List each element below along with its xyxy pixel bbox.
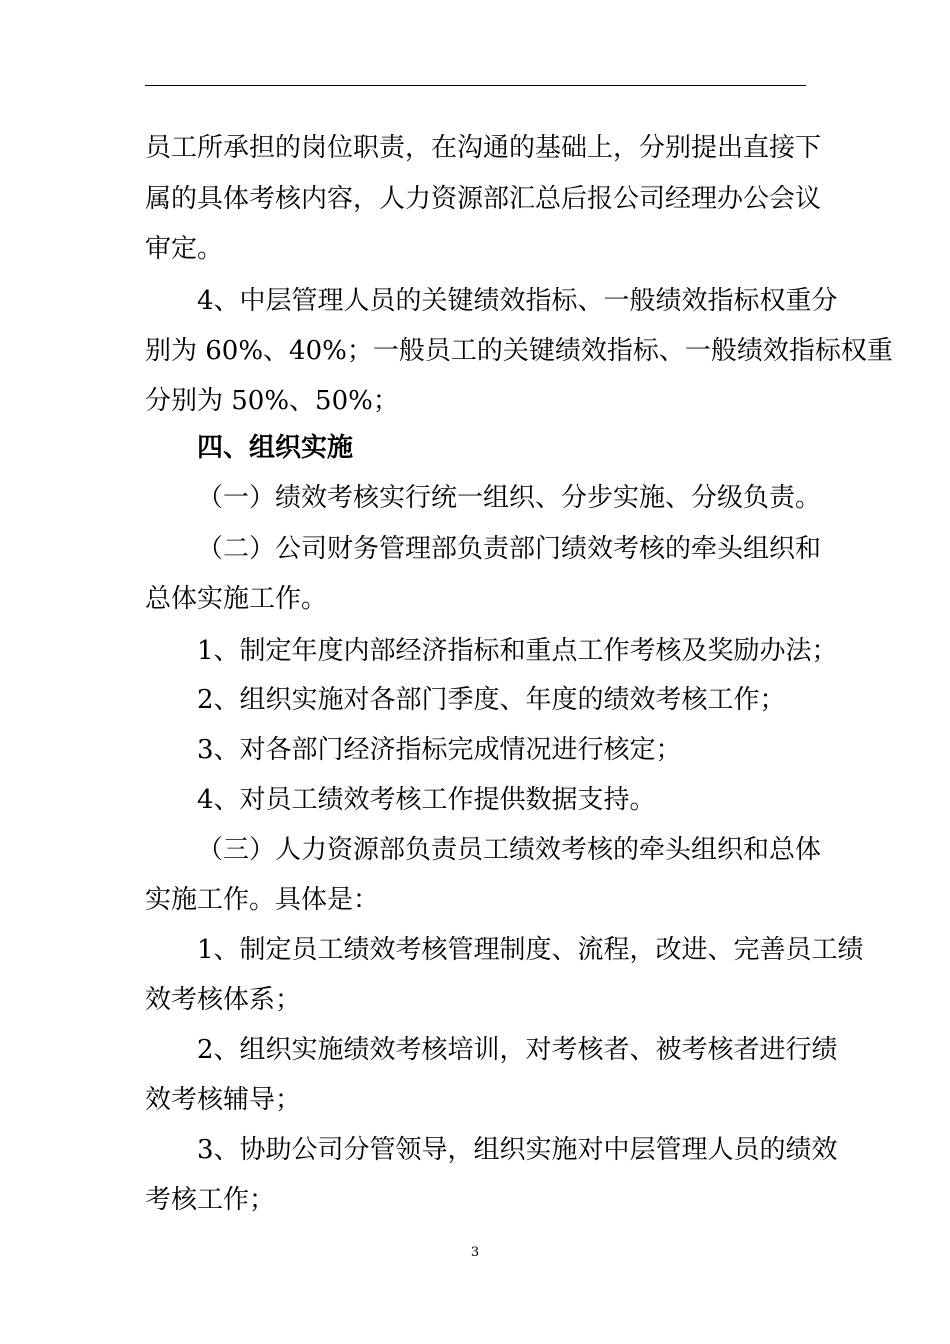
paragraph-line: （一）绩效考核实行统一组织、分步实施、分级负责。 <box>197 483 822 513</box>
paragraph-line: 1、制定年度内部经济指标和重点工作考核及奖励办法； <box>197 636 838 666</box>
paragraph-line: （三）人力资源部负责员工绩效考核的牵头组织和总体 <box>197 835 822 865</box>
header-rule <box>145 85 806 86</box>
paragraph-line: 3、协助公司分管领导，组织实施对中层管理人员的绩效 <box>197 1135 838 1165</box>
paragraph-line: 3、对各部门经济指标完成情况进行核定； <box>197 735 682 765</box>
paragraph-line: 审定。 <box>145 234 224 264</box>
paragraph-line: 4、中层管理人员的关键绩效指标、一般绩效指标权重分 <box>197 286 838 316</box>
paragraph-line: 2、组织实施对各部门季度、年度的绩效考核工作； <box>197 685 786 715</box>
paragraph-line: 实施工作。具体是： <box>145 885 380 915</box>
paragraph-line: （二）公司财务管理部负责部门绩效考核的牵头组织和 <box>197 534 822 564</box>
paragraph-line: 分别为 50%、50%； <box>145 386 399 416</box>
paragraph-line: 总体实施工作。 <box>145 584 328 614</box>
paragraph-line: 效考核体系； <box>145 985 302 1015</box>
paragraph-line: 4、对员工绩效考核工作提供数据支持。 <box>197 785 656 815</box>
page-number: 3 <box>470 1245 480 1260</box>
paragraph-line: 2、组织实施绩效考核培训，对考核者、被考核者进行绩 <box>197 1035 838 1065</box>
paragraph-line: 考核工作； <box>145 1185 276 1215</box>
paragraph-line: 员工所承担的岗位职责，在沟通的基础上，分别提出直接下 <box>145 133 822 163</box>
paragraph-line: 别为 60%、40%；一般员工的关键绩效指标、一般绩效指标权重 <box>145 336 893 366</box>
paragraph-line: 1、制定员工绩效考核管理制度、流程，改进、完善员工绩 <box>197 935 864 965</box>
section-heading: 四、组织实施 <box>197 433 354 463</box>
paragraph-line: 属的具体考核内容，人力资源部汇总后报公司经理办公会议 <box>145 184 822 214</box>
paragraph-line: 效考核辅导； <box>145 1085 302 1115</box>
